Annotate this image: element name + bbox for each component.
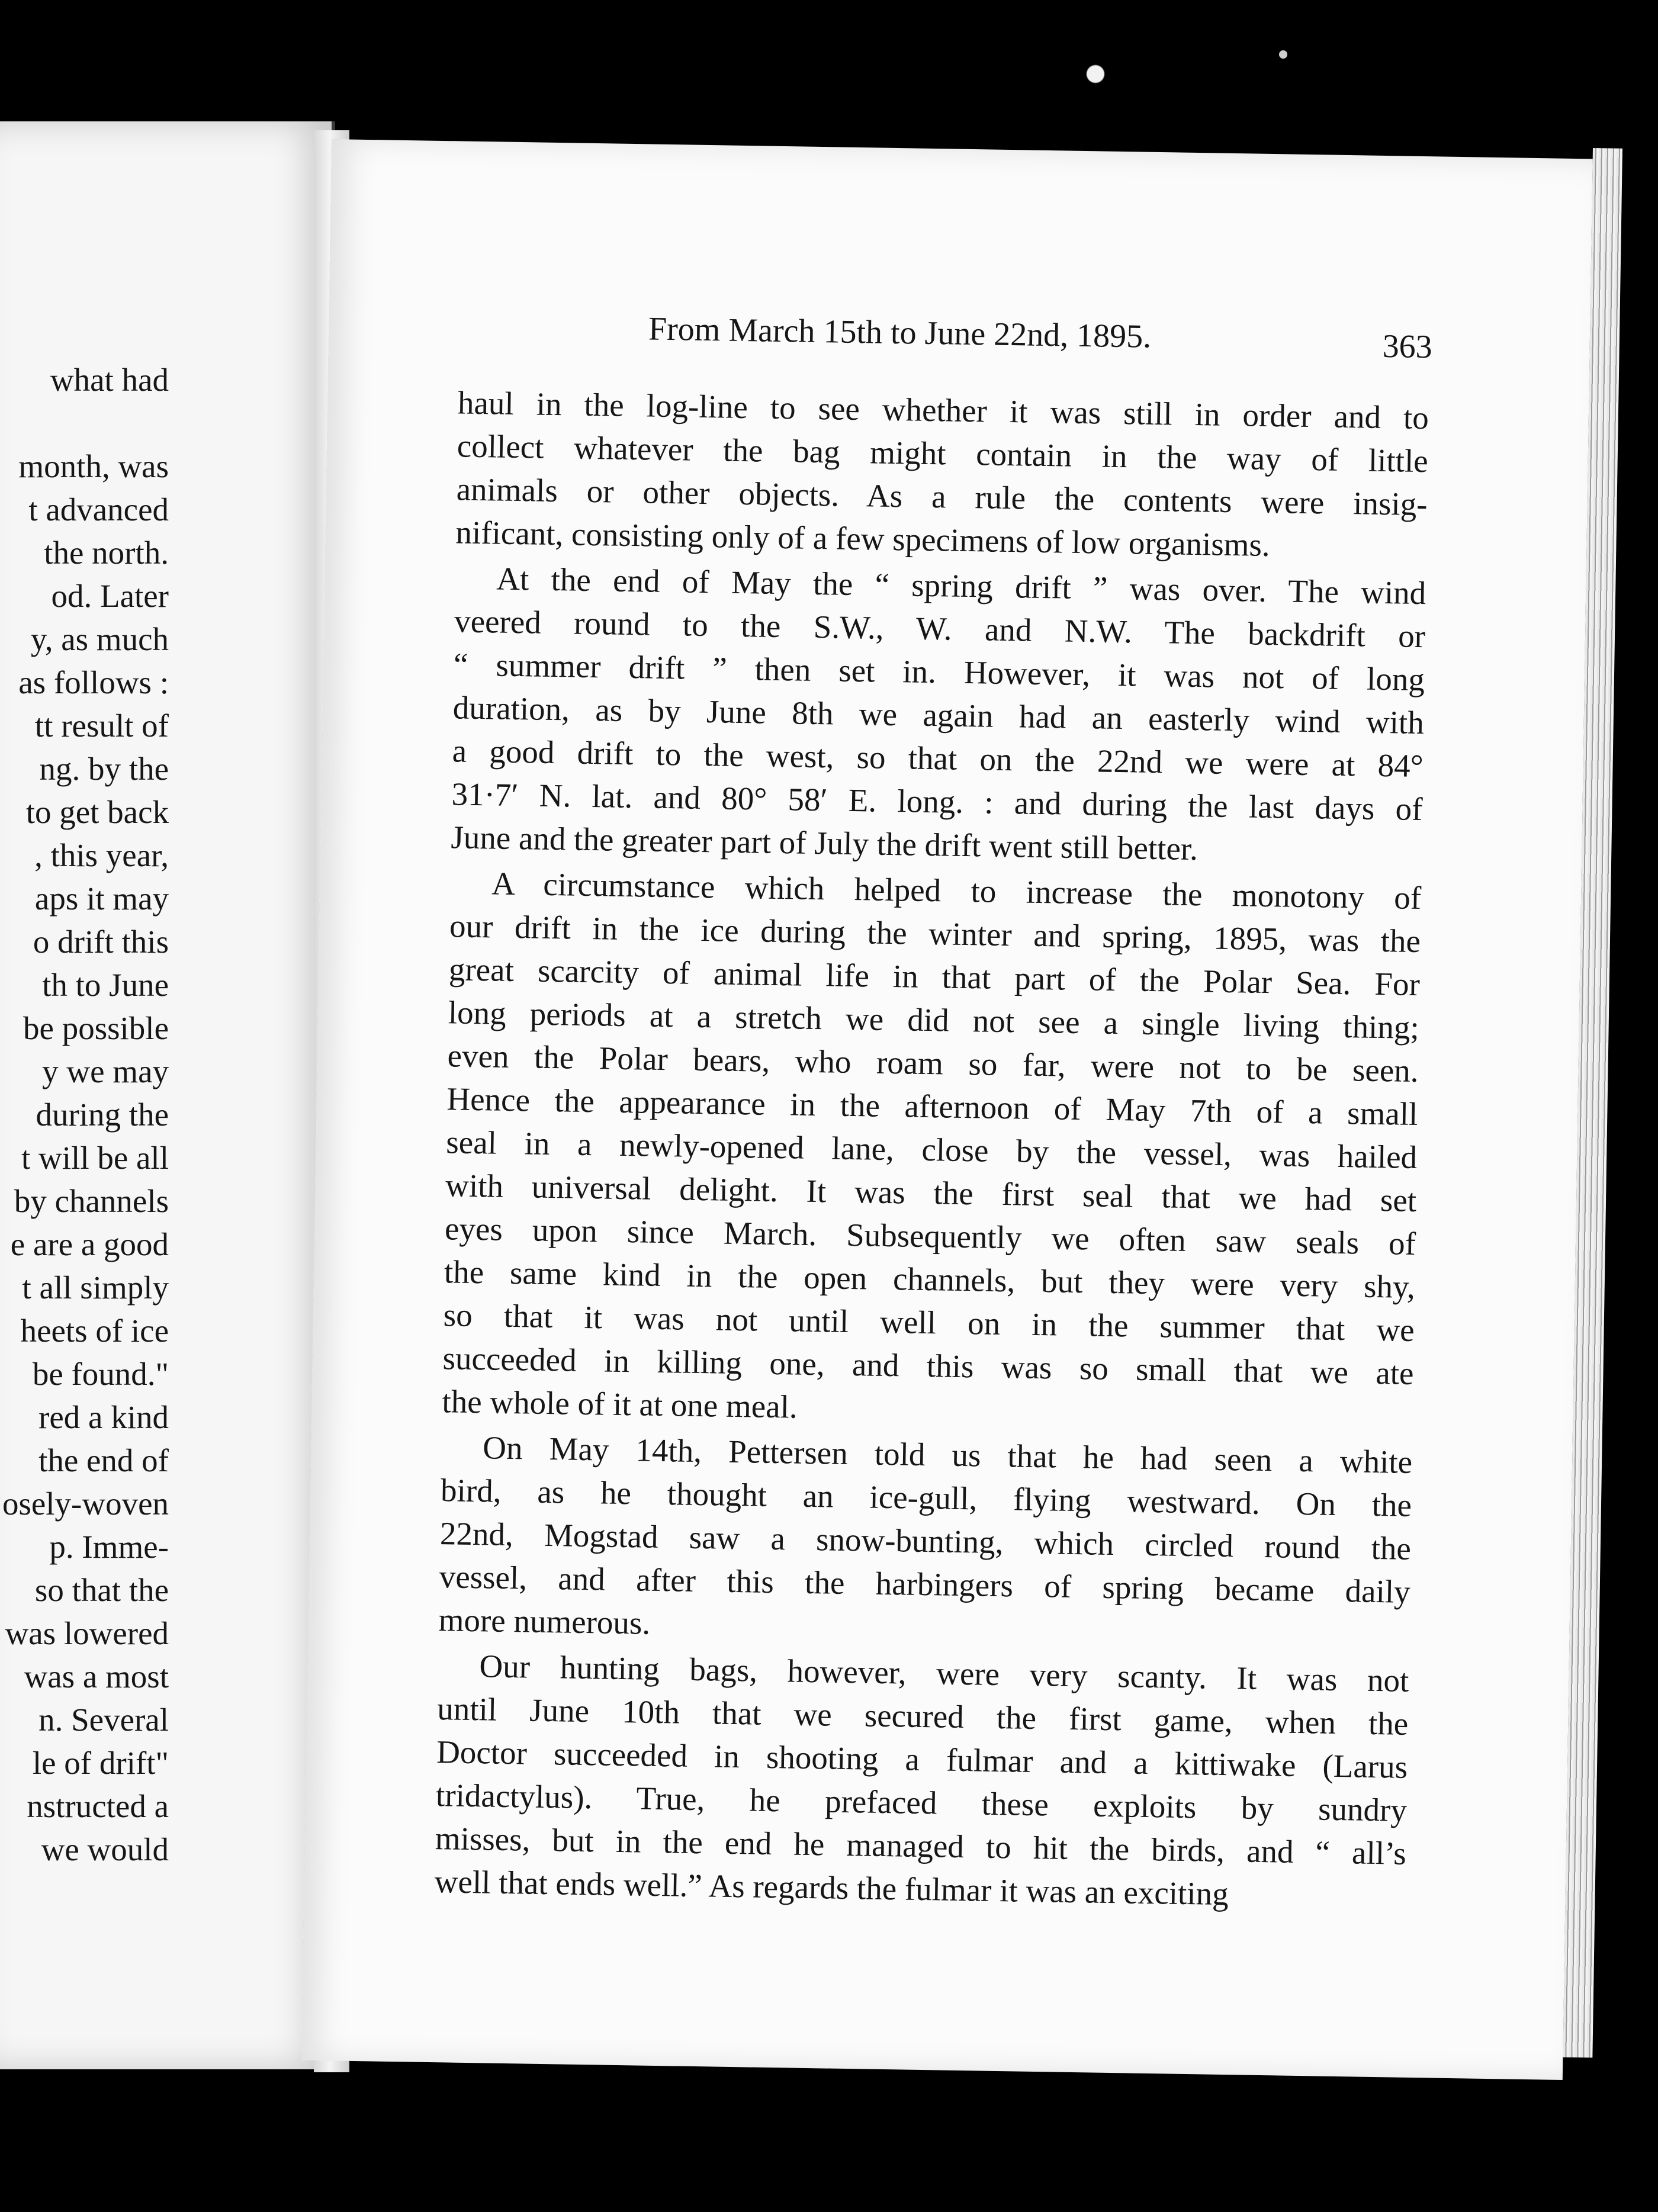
text-line: nificant, consisting only of a few specimens of low organisms. xyxy=(455,514,1271,563)
left-page-line: to get back xyxy=(25,794,169,830)
text-line: tridactylus). True, he prefaced these exploits by sundry xyxy=(435,1777,1408,1828)
left-page-line: be found." xyxy=(32,1356,169,1392)
paragraph xyxy=(442,861,1422,1438)
left-page-line: so that the xyxy=(34,1572,169,1608)
paragraph xyxy=(438,1425,1413,1657)
text-line: more numerous. xyxy=(438,1602,651,1641)
left-page-line: as follows : xyxy=(18,664,169,700)
text-line: bird, as he thought an ice-gull, flying westward. On the xyxy=(440,1472,1412,1523)
paragraph xyxy=(451,556,1426,874)
text-line: the same kind in the open channels, but they were very shy, xyxy=(444,1253,1416,1305)
left-page-line: ng. by the xyxy=(39,751,169,787)
left-page-line: od. Later xyxy=(51,578,169,614)
left-page-line: was a most xyxy=(24,1658,169,1695)
text-line: Doctor succeeded in shooting a fulmar and a kittiwake (Larus xyxy=(436,1734,1408,1785)
left-page-line: what had xyxy=(50,362,169,398)
text-line: 22nd, Mogstad saw a snow-bunting, which circled round the xyxy=(439,1515,1412,1567)
text-line: haul in the log-line to see whether it was still in order and to xyxy=(457,384,1429,436)
left-page-line: the end of xyxy=(38,1442,169,1478)
running-head: From March 15th to June 22nd, 1895. xyxy=(648,310,1152,355)
left-page-line: e are a good xyxy=(10,1226,169,1262)
text-line: duration, as by June 8th we again had an easterly wind with xyxy=(452,689,1425,741)
text-line: animals or other objects. As a rule the contents were insig- xyxy=(456,471,1428,523)
left-page-line: y we may xyxy=(42,1053,169,1089)
paragraph xyxy=(434,1644,1409,1918)
text-line: Our hunting bags, however, were very scanty. It was not xyxy=(479,1648,1409,1699)
text-line: until June 10th that we secured the first game, when the xyxy=(436,1690,1409,1742)
left-page-line: le of drift" xyxy=(32,1745,169,1781)
text-line: succeeded in killing one, and this was so small that we ate xyxy=(442,1340,1414,1391)
left-page-line: y, as much xyxy=(30,621,169,657)
text-line: veered round to the S.W., W. and N.W. The backdrift or xyxy=(454,603,1426,655)
left-page xyxy=(0,121,335,2069)
text-line: great scarcity of animal life in that part of the Polar Sea. For xyxy=(448,951,1421,1003)
text-line: “ summer drift ” then set in. However, it was not of long xyxy=(453,646,1425,698)
text-line: vessel, and after this the harbingers of spring became daily xyxy=(439,1558,1411,1610)
left-page-line: , this year, xyxy=(34,837,169,873)
dust-speck xyxy=(1075,53,1116,95)
text-line: A circumstance which helped to increase the monotony of xyxy=(491,865,1422,917)
left-page-line: osely-woven xyxy=(2,1486,169,1522)
text-line: the whole of it at one meal. xyxy=(442,1383,798,1425)
left-page-line: red a kind xyxy=(38,1399,169,1435)
text-line: collect whatever the bag might contain in the way of little xyxy=(457,427,1429,480)
left-page-line: by channels xyxy=(14,1183,169,1219)
text-line: so that it was not until well on in the summer that we xyxy=(443,1297,1415,1348)
left-page-line: during the xyxy=(36,1097,169,1133)
left-page-line: the north. xyxy=(44,535,169,571)
text-line: eyes upon since March. Subsequently we often saw seals of xyxy=(444,1210,1416,1262)
left-page-line: th to June xyxy=(42,967,169,1003)
dust-speck xyxy=(1279,50,1287,59)
left-page-line: tt result of xyxy=(34,708,169,744)
page-number: 363 xyxy=(1382,327,1433,366)
left-page-line: be possible xyxy=(23,1010,169,1046)
text-line: 31·7′ N. lat. and 80° 58′ E. long. : and during the last days of xyxy=(451,776,1423,828)
left-page-line: t will be all xyxy=(21,1140,169,1176)
left-page-line: aps it may xyxy=(34,880,169,917)
text-line: seal in a newly-opened lane, close by the vessel, was hailed xyxy=(445,1124,1418,1176)
text-line: even the Polar bears, who roam so far, were not to be seen. xyxy=(447,1037,1419,1089)
text-line: June and the greater part of July the drift went still better. xyxy=(451,819,1198,867)
text-line: On May 14th, Pettersen told us that he had seen a white xyxy=(482,1429,1413,1480)
text-line: At the end of May the “ spring drift ” was over. The wind xyxy=(496,560,1426,612)
left-page-line: was lowered xyxy=(5,1615,169,1651)
left-page-line: nstructed a xyxy=(27,1788,169,1824)
left-page-line: o drift this xyxy=(33,924,169,960)
left-page-line: t advanced xyxy=(28,491,169,528)
left-page-line: p. Imme- xyxy=(49,1529,169,1565)
left-page-line: n. Several xyxy=(38,1702,169,1738)
text-line: misses, but in the end he managed to hit the birds, and “ all’s xyxy=(435,1820,1407,1872)
text-line: our drift in the ice during the winter and spring, 1895, was the xyxy=(449,908,1421,960)
text-line: a good drift to the west, so that on the 22nd we were at 84° xyxy=(452,732,1424,785)
body-text xyxy=(434,381,1429,1918)
text-line: well that ends well.” As regards the fulmar it was an exciting xyxy=(434,1863,1229,1912)
left-page-line: heets of ice xyxy=(20,1313,169,1349)
text-line: with universal delight. It was the first seal that we had set xyxy=(445,1167,1417,1218)
right-page xyxy=(301,139,1593,2080)
paragraph xyxy=(455,381,1429,569)
text-line: long periods at a stretch we did not see a single living thing; xyxy=(448,994,1420,1046)
left-page-line: t all simply xyxy=(22,1269,169,1306)
left-page-line: month, was xyxy=(18,448,169,484)
text-line: Hence the appearance in the afternoon of May 7th of a small xyxy=(446,1081,1418,1133)
left-page-line: we would xyxy=(41,1831,169,1867)
